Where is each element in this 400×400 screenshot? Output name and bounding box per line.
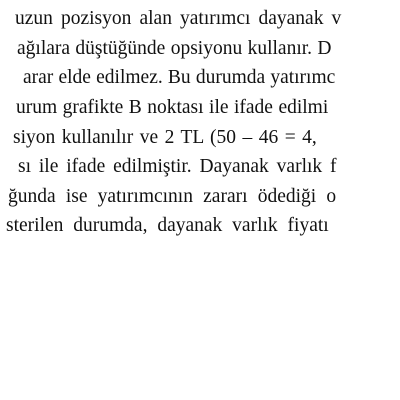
text-line-6: sı ile ifade edilmiştir. Dayanak varlık f xyxy=(18,156,337,177)
text-line-4: urum grafikte B noktası ile ifade edilmi xyxy=(16,97,329,118)
text-line-8: sterilen durumda, dayanak varlık fiyatı xyxy=(6,215,329,236)
text-line-7: ğunda ise yatırımcının zararı ödediği o xyxy=(8,186,337,207)
text-line-5: siyon kullanılır ve 2 TL (50 – 46 = 4, xyxy=(13,127,317,148)
text-line-1: uzun pozisyon alan yatırımcı dayanak v xyxy=(15,8,342,29)
text-line-3: arar elde edilmez. Bu durumda yatırımc xyxy=(23,67,336,88)
text-line-2: ağılara düştüğünde opsiyonu kullanır. D xyxy=(17,38,332,59)
